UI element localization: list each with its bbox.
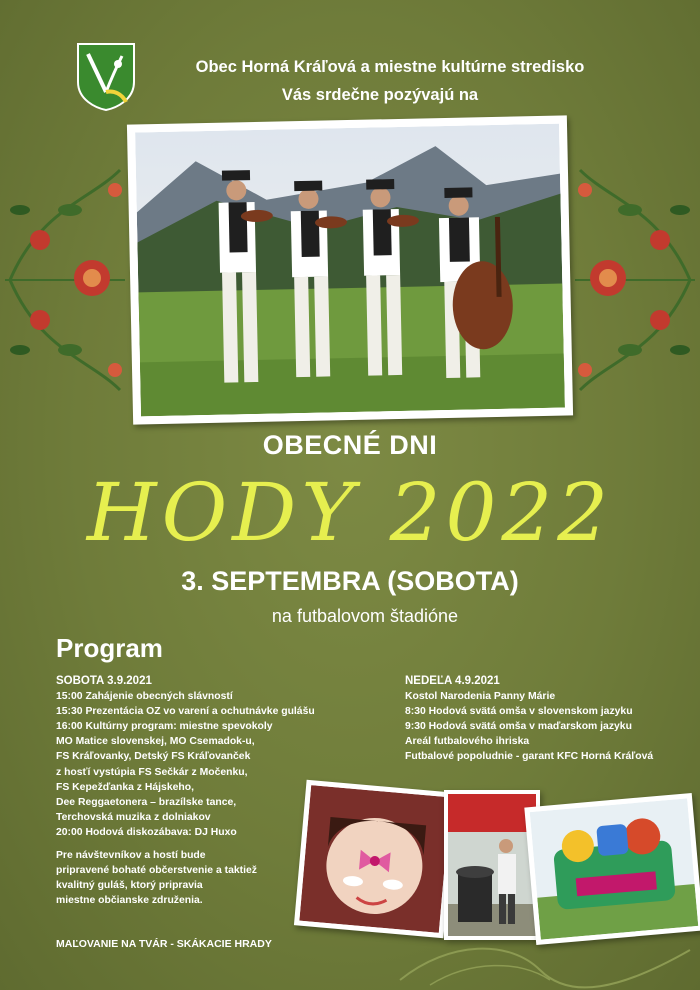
sunday-line: Kostol Narodenia Panny Márie [405,691,556,703]
saturday-title: SOBOTA 3.9.2021 [56,675,152,687]
saturday-line: z hosťí vystúpia FS Sečkár z Močenku, [56,766,248,778]
saturday-line: 15:30 Prezentácia OZ vo varení a ochutnávke gulášu [56,706,315,718]
header-line-2: Vás srdečne pozývajú na [281,86,479,104]
saturday-line: Dee Reggaetonera – brazílske tance, [56,796,237,808]
saturday-line: 16:00 Kultúrny program: miestne spevokoly [56,721,273,733]
saturday-line: FS Kráľovanky, Detský FS Kráľovanček [56,751,251,763]
program-heading: Program [56,633,163,663]
sunday-line: Areál futbalového ihriska [405,736,530,748]
folk-ornament-left [0,150,130,410]
footer-activities: MAĽOVANIE NA TVÁR - SKÁKACIE HRADY [56,938,272,950]
sunday-schedule [405,674,695,765]
sunday-line: 8:30 Hodová svätá omša v slovenskom jazyku [405,706,633,718]
sunday-line: Futbalové popoludnie - garant KFC Horná Kráľová [405,751,654,763]
sunday-line: 9:30 Hodová svätá omša v maďarskom jazyku [405,721,632,733]
bouncy-castle-photo [524,793,700,945]
main-photo-frame [127,115,573,424]
event-date: 3. SEPTEMBRA (SOBOTA) [181,566,519,596]
folk-musicians-photo [135,124,565,417]
note-line: kvalitný guláš, ktorý pripravia [56,880,203,891]
event-venue: na futbalovom štadióne [271,606,459,626]
saturday-line: FS Kepežďanka z Hájskeho, [56,781,194,793]
refreshment-note [56,848,257,908]
saturday-line: 15:00 Zahájenie obecných slávností [56,691,233,703]
saturday-line: MO Matice slovenskej, MO Csemadok-u, [56,736,255,748]
event-subtitle: OBECNÉ DNI [262,430,438,460]
saturday-line: 20:00 Hodová diskozábava: DJ Huxo [56,826,237,838]
face-painting-photo [294,780,456,939]
note-line: miestne občianske združenia. [56,895,203,906]
saturday-line: Terchovská muzika z dolniakov [56,811,211,823]
header-line-1: Obec Horná Kráľová a miestne kultúrne stredisko [195,58,585,76]
sunday-title: NEDEĽA 4.9.2021 [405,675,500,687]
folk-ornament-right [570,150,700,410]
note-line: pripravené bohaté občerstvenie a taktiež [56,865,257,876]
note-line: Pre návštevníkov a hostí bude [56,850,206,861]
event-title: HODY 2022 [86,466,614,559]
